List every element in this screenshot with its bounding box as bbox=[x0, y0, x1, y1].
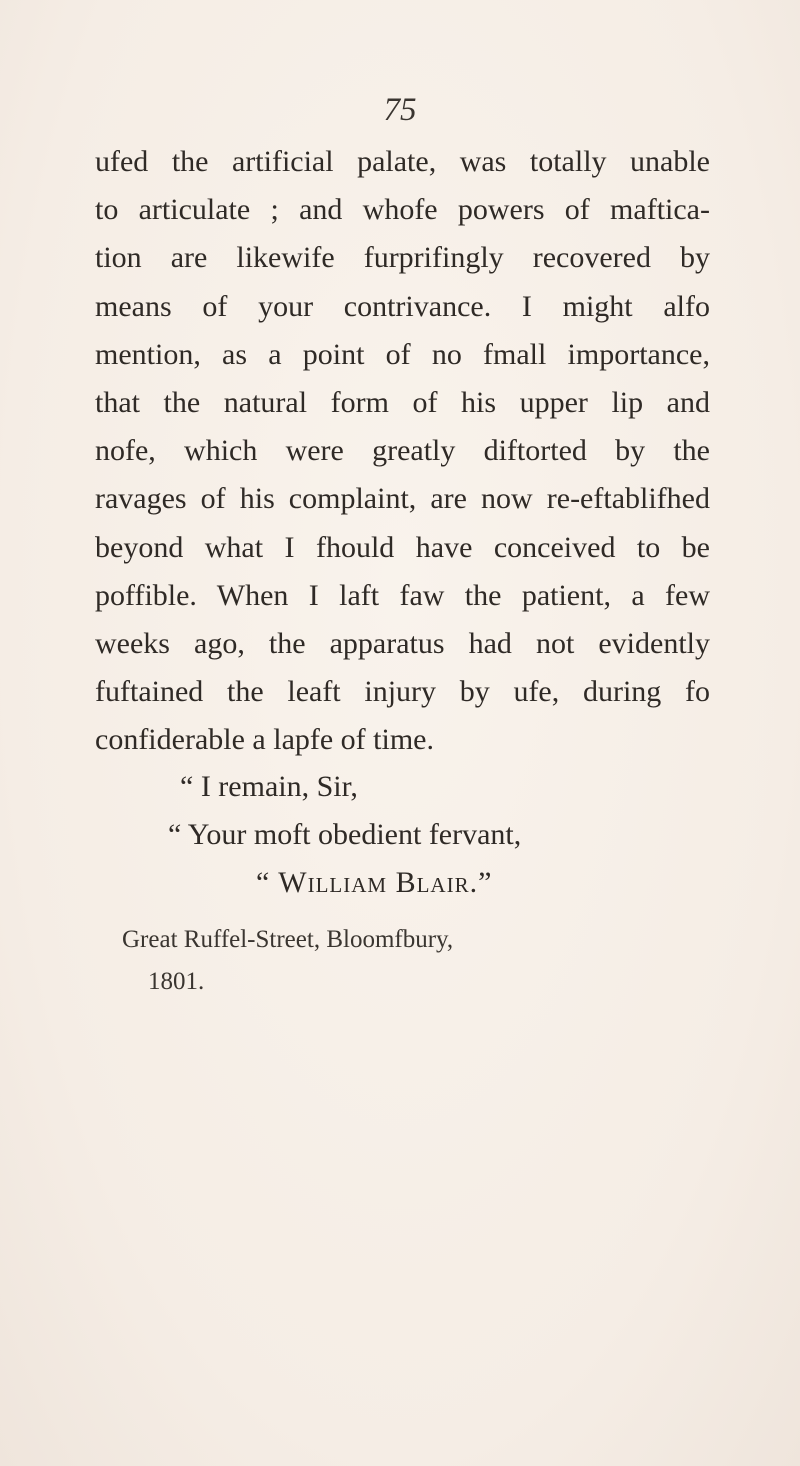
text-line: to articulate ; and whofe powers of maftica- bbox=[95, 193, 710, 227]
text-line: means of your contrivance. I might alfo bbox=[95, 289, 710, 323]
text-line: ravages of his complaint, are now re-eftablifhed bbox=[95, 482, 710, 516]
text-line: poffible. When I laft faw the patient, a few bbox=[95, 578, 710, 612]
signature: “ William Blair.” bbox=[256, 866, 493, 899]
page-number: 75 bbox=[383, 92, 417, 128]
text-line: tion are likewife furprifingly recovered by bbox=[95, 241, 710, 275]
text-line: confiderable a lapfe of time. bbox=[95, 723, 434, 757]
text-line: beyond what I fhould have conceived to be bbox=[95, 530, 710, 564]
text-line: ufed the artificial palate, was totally unable bbox=[95, 145, 710, 178]
body-paragraph bbox=[95, 138, 710, 764]
closing-remain: “ I remain, Sir, bbox=[180, 770, 358, 803]
text-line: fuftained the leaft injury by ufe, during fo bbox=[95, 675, 710, 709]
text-line: nofe, which were greatly diftorted by the bbox=[95, 434, 710, 468]
year: 1801. bbox=[148, 968, 205, 995]
address: Great Ruffel-Street, Bloomfbury, bbox=[122, 926, 454, 953]
text-line: that the natural form of his upper lip and bbox=[95, 385, 710, 419]
text-line: weeks ago, the apparatus had not evidently bbox=[95, 626, 710, 660]
text-line: mention, as a point of no fmall importance, bbox=[95, 337, 710, 371]
closing-servant: “ Your moft obedient fervant, bbox=[168, 818, 522, 851]
